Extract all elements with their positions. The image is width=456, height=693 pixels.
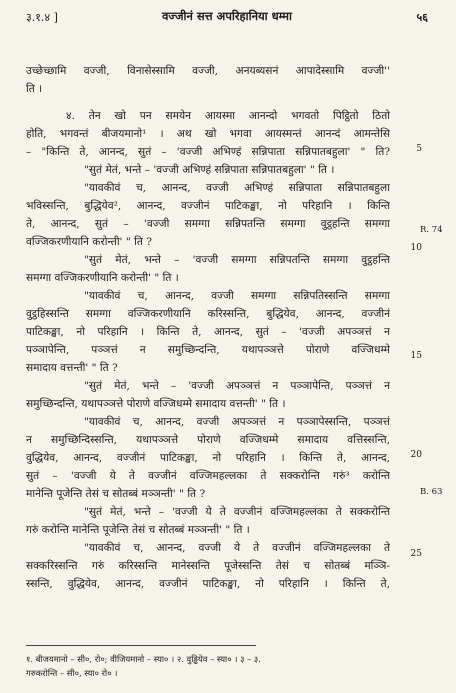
text-line: उच्छेच्छामि वज्जी, विनासेस्सामि वज्जी, अनयब्यसनं आपादेस्सामि वज्जी'' bbox=[26, 65, 390, 77]
text-line: "यावकीवं च, आनन्द, वज्जी अपञ्ञत्तं न पञ्ञापेस्सन्ति, पञ्ञत्तं bbox=[84, 416, 390, 428]
text-line: भविस्सन्ति, बुद्धियेव², आनन्द, वज्जीनं पाटिकङ्खा, नो परिहानि । किन्ति bbox=[26, 200, 390, 212]
footnote-line: १. बीजयमानो – सी०, रो०; वीजियमानो – स्या० । २. वुड्ढियेव – स्या० । ३ – ३. bbox=[26, 654, 261, 664]
text-line: – "किन्ति ते, आनन्द, सुतं – 'वज्जी अभिण्हं सन्निपाता सन्निपातबहुला' " ति? bbox=[26, 146, 390, 158]
text-line: "सुतं मेतं, भन्ते – 'वज्जी ये ते वज्जीनं वज्जिमहल्लका ते सक्करोन्ति bbox=[84, 506, 390, 518]
text-line: सक्करिस्सन्ति गरुं करिस्सन्ति मानेस्सन्ति पूजेस्सन्ति तेसं च सोतब्बं मञ्ञि- bbox=[26, 560, 390, 572]
text-line: समग्गा वज्जिकरणीयानि करोन्ती' " ति । bbox=[26, 272, 179, 284]
text-line: "सुतं मेतं, भन्ते – 'वज्जी अभिण्हं सन्निपाता सन्निपातबहुला' " ति । bbox=[84, 164, 335, 176]
text-line: गरुं करोन्ति मानेन्ति पूजेन्ति तेसं च सोतब्बं मञ्ञन्ती' " ति । bbox=[26, 524, 250, 536]
footnotes bbox=[26, 652, 390, 680]
footnote-divider bbox=[26, 645, 256, 646]
text-line: वुद्धियेव, आनन्द, वज्जीनं पाटिकङ्खा, नो परिहानि । किन्ति ते, आनन्द, bbox=[26, 452, 390, 464]
page-number: ५६ bbox=[416, 11, 428, 24]
section-start-line: ४. तेन खो पन समयेन आयस्मा आनन्दो भगवतो पिट्ठितो ठितो bbox=[66, 110, 390, 122]
text-line: समुच्छिन्दन्ति, यथापञ्ञत्ते पोराणे वज्जिधम्मे समादाय वत्तन्ती' " ति । bbox=[26, 398, 286, 410]
footnote-line: गरुकरोन्ति – सी०, स्या० रो० । bbox=[26, 668, 118, 678]
text-line: "यावकीवं च, आनन्द, वज्जी ये ते वज्जीनं वज्जिमहल्लका ते bbox=[84, 542, 390, 554]
running-title: वज्जीनं सत्त अपरिहानिया धम्मा bbox=[161, 9, 293, 23]
section-reference: ३.१.४ ] bbox=[26, 11, 58, 24]
text-line: वुट्ठहिस्सन्ति समग्गा वज्जिकरणीयानि करिस्सन्ति, बुद्धियेव, आनन्द, वज्जीनं bbox=[26, 308, 390, 320]
line-number: 10 bbox=[410, 243, 422, 253]
line-number: 5 bbox=[416, 144, 422, 154]
text-line: "यावकीवं च, आनन्द, वज्जी समग्गा सन्निपतिस्सन्ति समग्गा bbox=[84, 290, 390, 302]
text-line: "सुतं मेतं, भन्ते – 'वज्जी समग्गा सन्निपतन्ति समग्गा वुट्ठहन्ति bbox=[84, 254, 390, 266]
margin-reference: R. 74 bbox=[420, 225, 443, 235]
text-line: स्सन्ति, वुद्धियेव, आनन्द, वज्जीनं पाटिकङ्खा, नो परिहानि । किन्ति ते, bbox=[26, 578, 390, 590]
text-line: सुतं – 'वज्जी ये ते वज्जीनं वज्जिमहल्लका ते सक्करोन्ति गरुं³ करोन्ति bbox=[26, 470, 390, 482]
line-number: 20 bbox=[410, 450, 422, 460]
line-number: 15 bbox=[410, 351, 422, 361]
margin-reference: B. 63 bbox=[420, 487, 443, 497]
text-line: पञ्ञापेन्ति, पञ्ञत्तं न समुच्छिन्दन्ति, यथापञ्ञत्ते पोराणे वज्जिधम्मे bbox=[26, 344, 390, 356]
text-line: ते, आनन्द, सुतं – 'वज्जी समग्गा सन्निपतन्ति समग्गा वुट्ठहन्ति समग्गा bbox=[26, 218, 390, 230]
text-line: पाटिकङ्खा, नो परिहानि । किन्ति ते, आनन्द, सुतं – 'वज्जी अपञ्ञत्तं न bbox=[26, 326, 390, 338]
text-line: "सुतं मेतं, भन्ते – 'वज्जी अपञ्ञत्तं न पञ्ञापेन्ति, पञ्ञत्तं न bbox=[84, 380, 390, 392]
text-line: मानेन्ति पूजेन्ति तेसं च सोतब्बं मञ्ञन्ती' " ति ? bbox=[26, 488, 206, 500]
text-line: समादाय वत्तन्ती' " ति ? bbox=[26, 362, 118, 374]
text-line: न समुच्छिन्दिस्सन्ति, यथापञ्ञत्ते पोराणे वज्जिधम्मे समादाय वत्तिस्सन्ति, bbox=[26, 434, 390, 446]
line-number: 25 bbox=[410, 549, 422, 559]
body-text bbox=[26, 62, 390, 593]
text-line: वज्जिकरणीयानि करोन्ती' " ति ? bbox=[26, 236, 152, 248]
text-line: "यावकीवं च, आनन्द, वज्जी अभिण्हं सन्निपाता सन्निपातबहुला bbox=[84, 182, 390, 194]
text-line: होति, भगवन्तं बीजयमानो¹ । अथ खो भगवा आयस्मन्तं आनन्दं आमन्तेसि bbox=[26, 128, 390, 140]
page-header bbox=[26, 8, 428, 26]
text-line: ति । bbox=[26, 83, 43, 95]
